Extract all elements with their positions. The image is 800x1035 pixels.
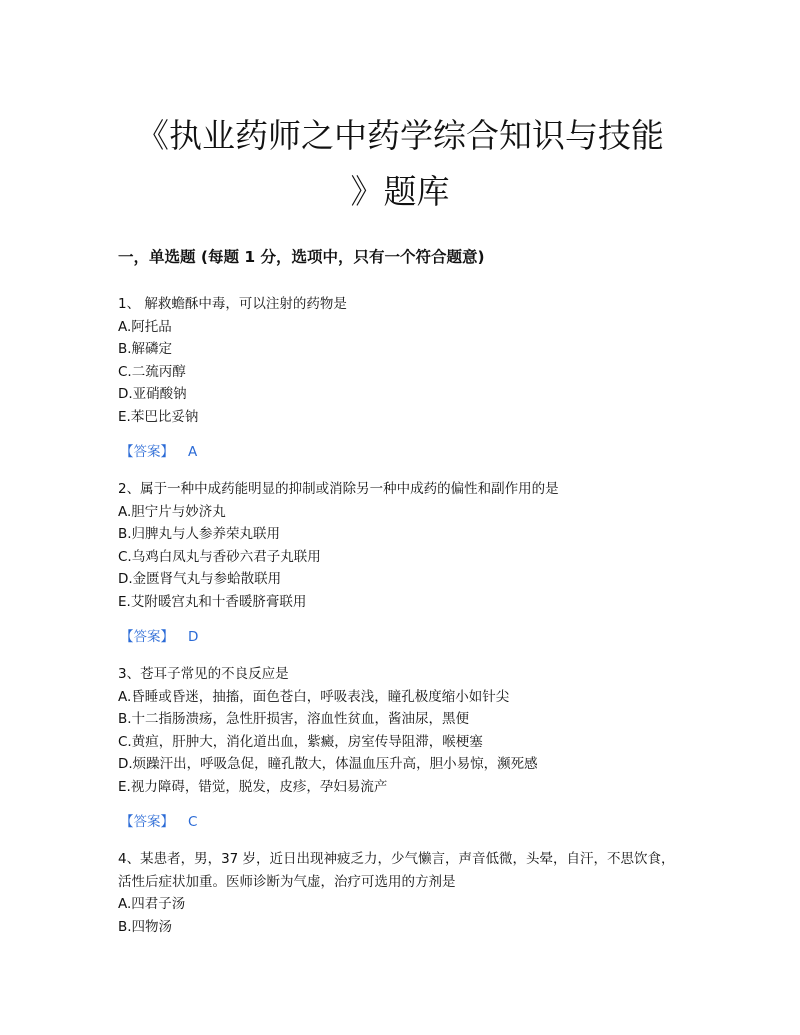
- question-2: [118, 478, 684, 613]
- option-a: A.阿托品: [118, 318, 172, 335]
- option-b: B.归脾丸与人参养荣丸联用: [118, 526, 281, 542]
- option-e: E.视力障碍，错觉，脱发，皮疹，孕妇易流产: [118, 778, 388, 795]
- answer-value: D: [188, 629, 199, 645]
- option-b: B.十二指肠溃疡，急性肝损害，溶血性贫血，酱油尿，黑便: [118, 711, 470, 727]
- question-stem: 3、苍耳子常见的不良反应是: [118, 666, 289, 682]
- answer-label: 【答案】: [120, 814, 174, 830]
- document-title: [100, 108, 700, 220]
- answer-value: A: [188, 444, 198, 460]
- option-c: C.二巯丙醇: [118, 363, 186, 380]
- answer-3: [120, 811, 197, 833]
- section-heading: 一，单选题 (每题 1 分，选项中，只有一个符合题意): [118, 248, 485, 266]
- option-e: E.苯巴比妥钠: [118, 408, 199, 425]
- option-d: D.烦躁汗出，呼吸急促，瞳孔散大，体温血压升高，胆小易惊，濒死感: [118, 756, 538, 772]
- question-stem: 1、 解救蟾酥中毒，可以注射的药物是: [118, 296, 347, 312]
- question-4: [118, 848, 684, 938]
- question-stem: 2、属于一种中成药能明显的抑制或消除另一种中成药的偏性和副作用的是: [118, 481, 559, 497]
- answer-label: 【答案】: [120, 629, 174, 645]
- option-d: D.金匮肾气丸与参蛤散联用: [118, 571, 282, 587]
- option-b: B.解磷定: [118, 341, 173, 357]
- question-1: [118, 293, 684, 428]
- question-3: [118, 663, 684, 798]
- option-b: B.四物汤: [118, 918, 173, 935]
- option-a: A.胆宁片与妙济丸: [118, 503, 226, 520]
- option-d: D.亚硝酸钠: [118, 386, 187, 402]
- option-a: A.昏睡或昏迷，抽搐，面色苍白，呼吸表浅，瞳孔极度缩小如针尖: [118, 688, 510, 705]
- answer-value: C: [188, 814, 198, 830]
- title-line-2: 》题库: [350, 172, 450, 211]
- option-a: A.四君子汤: [118, 896, 186, 912]
- option-c: C.黄疸，肝肿大，消化道出血，紫癜，房室传导阻滞，喉梗塞: [118, 733, 483, 750]
- answer-2: [120, 626, 198, 648]
- title-line-1: 《执业药师之中药学综合知识与技能: [136, 116, 664, 155]
- option-e: E.艾附暖宫丸和十香暖脐膏联用: [118, 593, 307, 610]
- question-stem: 4、某患者，男，37 岁，近日出现神疲乏力，少气懒言，声音低微，头晕，自汗，不思饮食，活性后症状加重。医师诊断为气虚，治疗可选用的方剂是: [118, 851, 675, 890]
- option-c: C.乌鸡白凤丸与香砂六君子丸联用: [118, 548, 321, 565]
- answer-1: [120, 441, 197, 463]
- answer-label: 【答案】: [120, 444, 174, 460]
